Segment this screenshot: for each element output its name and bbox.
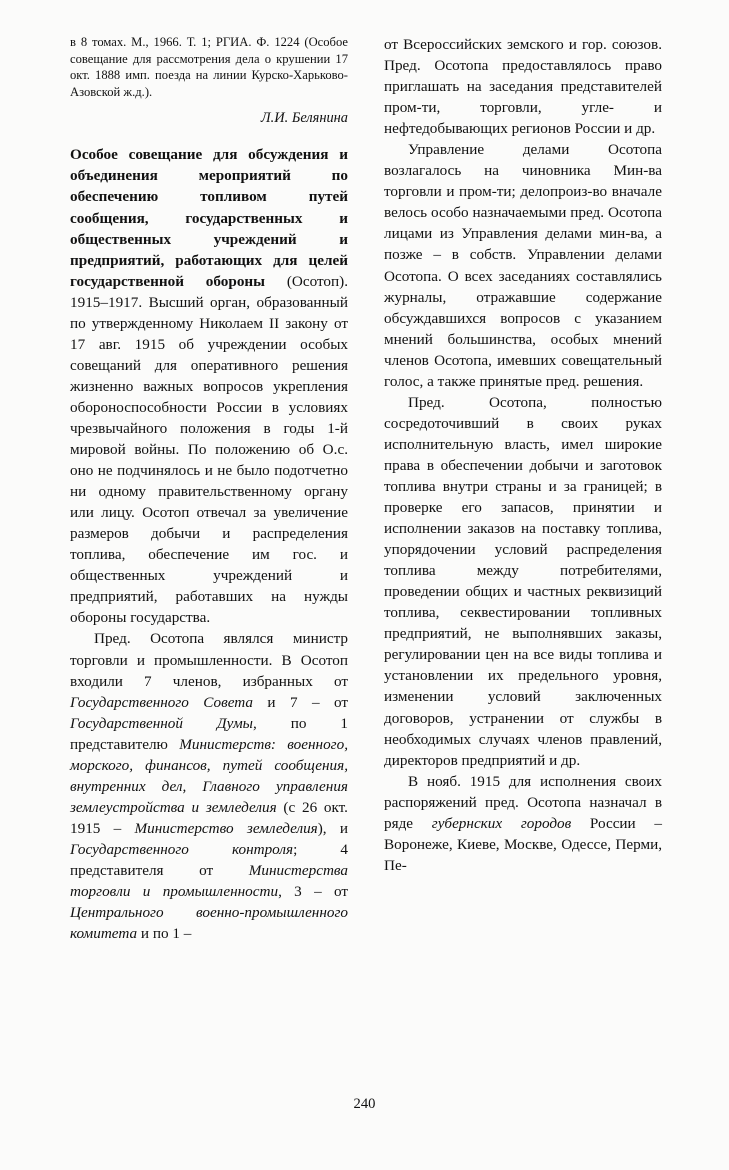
left-column bbox=[70, 34, 348, 1084]
citation-tail: в 8 томах. М., 1966. Т. 1; РГИА. Ф. 1224 (Особое совещание для рассмотрения дела о крушении 17 окт. 1888 имп. поезда на линии Курско-Харьково-Азовской ж.д.). bbox=[70, 35, 348, 99]
right-column bbox=[384, 34, 662, 1084]
two-column-body bbox=[70, 34, 662, 1084]
entry-paragraph-lead bbox=[70, 144, 348, 628]
dictionary-entry bbox=[70, 144, 348, 944]
right-paragraph-3: Пред. Осотопа, полностью сосредоточивший в своих руках исполнительную власть, имел широкие права в обеспечении добычи и заготовок топлива внутри страны и за границей; в проверке его запасов, принятии и исполнении заказов на поставку топлива, упорядочении условий распределения топлива между потребителями, проведении общих и частных реквизиций топлива, секвестировании топливных предприятий, не выполнявших заказы, регулировании цен на все виды топлива и установлении их предельного уровня, изменении условий заключенных договоров, устранении от службы в необходимых случаях членов правлений, директоров предприятий и др. bbox=[384, 393, 662, 769]
author-signature: Л.И. Белянина bbox=[260, 110, 348, 127]
right-paragraph-4: В нояб. 1915 для исполнения своих распоряжений пред. Осотопа назначал в ряде губернских городов России – Воронеже, Киеве, Москве, Одессе, Перми, Пе- bbox=[384, 772, 662, 874]
right-paragraph-2: Управление делами Осотопа возлагалось на чиновника Мин-ва торговли и пром-ти; делопроиз-во вначале велось особо назначаемыми пред. Осотопа лицами из Управления делами мин-ва, а позже – в собств. Управлении делами Осотопа. О всех заседаниях составлялись журналы, отражавшие содержание обсуждавшихся вопросов с указанием мнений большинства, особых мнений членов Осотопа, имевших совещательный голос, а также принятые пред. решения. bbox=[384, 141, 662, 390]
right-paragraph-1: от Всероссийских земского и гор. союзов. Пред. Осотопа предоставлялось право приглашать на заседания представителей пром-ти, торговли, угле- и нефтедобывающих регионов России и др. bbox=[384, 36, 662, 138]
entry-headword: Особое совещание для обсуждения и объединения мероприятий по обеспечению топливом путей сообщения, государственных и общественных учреждений и предприятий, работающих для целей государственной обороны bbox=[70, 146, 348, 290]
page-number: 240 bbox=[353, 1096, 376, 1112]
entry-body-first: (Осотоп). 1915–1917. Высший орган, образованный по утвержденному Николаем II закону от 17 авг. 1915 об учреждении особых совещаний для оперативного решения жизненно важных вопросов укрепления обороноспособности России в условиях чрезвычайного положения в годы 1-й мировой войны. По положению об О.с. оно не подчинялось и не было подотчетно ни одному правительственному органу или лицу. Осотоп отвечал за увеличение размеров добычи и распределения топлива, обеспечение им гос. и общественных учреждений и предприятий, работавших на нужды обороны государства. bbox=[70, 272, 349, 627]
entry-paragraph-2: Пред. Осотопа являлся министр торговли и промышленности. В Осотоп входили 7 членов, избранных от Государственного Совета и 7 – от Государственной Думы, по 1 представителю Министерств: военного, морского, финансов, путей сообщения, внутренних дел, Главного управления землеустройства и земледелия (с 26 окт. 1915 – Министерство земледелия), и Государственного контроля; 4 представителя от Министерства торговли и промышленности, 3 – от Центрального военно-промышленного комитета и по 1 – bbox=[70, 630, 349, 943]
